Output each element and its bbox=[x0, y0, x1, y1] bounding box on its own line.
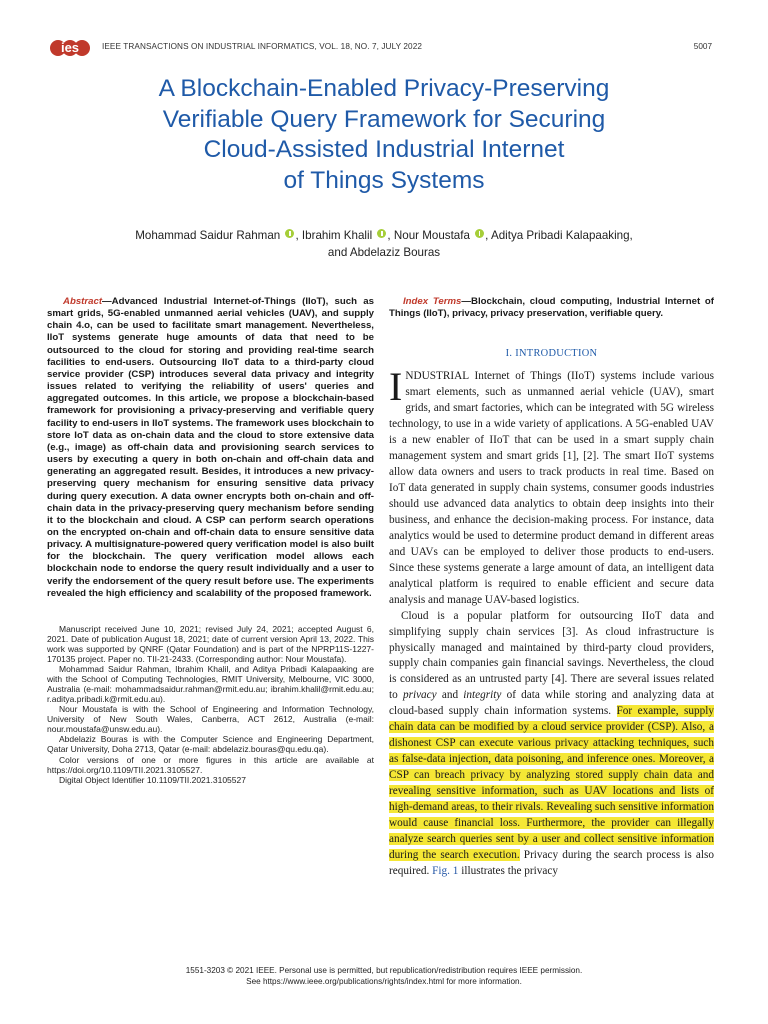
footnote: Abdelaziz Bouras is with the Computer Science and Engineering Department, Qatar University, Doha 2713, Qatar (e-mail: abdelaziz.bouras@qu.edu.qa). bbox=[47, 734, 374, 755]
footnote: Manuscript received June 10, 2021; revised July 24, 2021; accepted August 6, 2021. Date of publication August 18, 2021; date of current version April 13, 2022. This work was supported by QNRF (Qatar Foundation) and is part of the NPRP11S-1227-170135 project. Paper no. TII-21-2433. (Corresponding author: Nour Moustafa). bbox=[47, 623, 374, 665]
left-column bbox=[47, 296, 374, 785]
page-number: 5007 bbox=[693, 42, 712, 51]
running-header bbox=[48, 38, 712, 56]
footnote: Mohammad Saidur Rahman, Ibrahim Khalil, and Aditya Pribadi Kalapaaking are with the School of Computing Technologies, RMIT University, Melbourne, VIC 3000, Australia (e-mail: mohammadsaidur.rahman@rmit.edu.au; ibrahim.khalil@rmit.edu.au; r.aditya.pribadi.k@rmit.edu.au). bbox=[47, 664, 374, 705]
author-name: Ibrahim Khalil bbox=[301, 229, 373, 242]
author-list bbox=[60, 228, 708, 261]
section-heading: I. INTRODUCTION bbox=[505, 348, 598, 360]
author-name: and Abdelaziz Bouras bbox=[327, 245, 441, 259]
index-terms-label: Index Terms bbox=[403, 296, 462, 307]
abstract-label: Abstract bbox=[63, 296, 103, 307]
highlighted-text: For example, supply chain data can be modified by a cloud service provider (CSP). Also, a dishonest CSP can execute various privacy attacking techniques, such as false-data injection, data poisoning, and inference ones. Moreover, a CSP can breach privacy by analyzing stored supply chain data and revealing sensitive information, such as UAV locations and lists of high-demand areas, to their rivals. Revealing such sensitive information would cause financial loss. Furthermore, the provider can illegally analyze search queries sent by a user and collect sensitive information during the search execution. bbox=[389, 705, 714, 861]
author-name: Aditya Pribadi Kalapaaking, bbox=[490, 229, 633, 242]
footnote: Digital Object Identifier 10.1109/TII.2021.3105527 bbox=[59, 774, 246, 785]
abstract-text: —Advanced Industrial Internet-of-Things (IIoT), such as smart grids, 5G-enabled unmanned aerial vehicles (UAV), and supply chain 4.o, can be used to facilitate smart management. Nevertheless, IIoT systems generate huge amounts of data that need to be outsourced to the cloud for storing and providing real-time search facilities to end-users. Outsourcing IIoT data to a third-party cloud service provider (CSP) introduces several data privacy and integrity issues related to verifying the reliability of users' queries and aggregated outcomes. In this article, we propose a blockchain-based framework for provisioning a privacy-preserving and verifiable query facility to end-users in IIoT systems. The framework uses blockchain to store IoT data as on-chain data and the cloud to store extensive data (e.g., image) as off-chain data and provisioning search services to users by executing a query in both on-chain and off-chain data and generating an aggregated result. Besides, it introduces a new privacy-preserving query mechanism for ensuring sensitive data privacy during query execution. A data owner encrypts both on-chain and off-chain data in the privacy-preserving query mechanism before sending it to the blockchain and cloud. A CSP can perform search operations on the encrypted on-chain and off-chain data to ensure sensitive data privacy. A multisignature-powered query verification model is also built for the blockchain. The query verification model allows each blockchain node to endorse the query result individually and a user to verify the endorsement of the query result before use. The experiments revealed the high efficiency and scalability of the proposed framework. bbox=[47, 296, 374, 599]
introduction-body bbox=[389, 364, 714, 880]
paragraph: INDUSTRIAL Internet of Things (IIoT) systems include various smart elements, such as unmanned aerial vehicle (UAV), smart grids, and smart factories, which can be integrated with 5G wireless technology, to use in a wide variety of applications. A 5G-enabled UAV is a new enabler of IIoT that can be used in a smart supply chain management system and smart grids [1], [2]. The smart IIoT systems allow data owners and users to track products in real time. Based on IoT data generated in supply chain systems, consumer goods industries should use advanced data analytics to obtain deep insights into their business, and enhance the decision-making process. For instance, data analytics would be used to determine product demand in different areas and UAVs can be employed to deliver those products to end-users. Since these systems generate a large amount of data, an intelligent data analytical platform is required to enable efficient and secure data analysis and manage UAV-based logistics. bbox=[389, 364, 714, 606]
author-name: Nour Moustafa bbox=[393, 229, 470, 242]
right-column bbox=[389, 296, 714, 880]
rights-link-line: See https://www.ieee.org/publications/rights/index.html for more information. bbox=[246, 976, 522, 986]
title-line: A Blockchain-Enabled Privacy-Preserving bbox=[158, 75, 610, 102]
index-terms-text: —Blockchain, cloud computing, Industrial Internet of Things (IIoT), privacy, privacy preservation, verifiable query. bbox=[389, 296, 714, 320]
journal-name: IEEE TRANSACTIONS ON INDUSTRIAL INFORMATICS, VOL. 18, NO. 7, JULY 2022 bbox=[102, 42, 423, 51]
orcid-icon[interactable] bbox=[285, 229, 294, 238]
title-line: of Things Systems bbox=[283, 166, 485, 194]
copyright-line: 1551-3203 © 2021 IEEE. Personal use is permitted, but republication/redistribution requires IEEE permission. bbox=[185, 966, 583, 975]
orcid-icon[interactable] bbox=[377, 229, 386, 238]
copyright-footer bbox=[0, 966, 768, 987]
paper-title bbox=[60, 74, 708, 196]
footnote: Nour Moustafa is with the School of Engineering and Information Technology, University of New South Wales, Canberra, ACT 2612, Australia (e-mail: nour.moustafa@unsw.edu.au). bbox=[47, 704, 374, 735]
footnote: Color versions of one or more figures in this article are available at https://doi.org/10.1109/TII.2021.3105527. bbox=[47, 754, 374, 775]
title-line: Verifiable Query Framework for Securing bbox=[162, 105, 606, 133]
author-name: Mohammad Saidur Rahman bbox=[135, 229, 281, 242]
logo-text: ies bbox=[60, 40, 80, 55]
author-line: Mohammad Saidur Rahman , Ibrahim Khalil , Nour Moustafa , Aditya Pribadi Kalapaaking, bbox=[135, 229, 633, 242]
drop-cap: I bbox=[389, 364, 403, 410]
figure-link[interactable]: Fig. 1 bbox=[432, 864, 459, 877]
abstract bbox=[47, 296, 374, 600]
ies-logo-icon bbox=[48, 38, 92, 58]
title-line: Cloud-Assisted Industrial Internet bbox=[203, 136, 565, 163]
paragraph: Cloud is a popular platform for outsourcing IIoT data and simplifying supply chain services [3]. As cloud infrastructure is physically managed and maintained by third-party cloud providers, supply chain companies gain financial savings. Nevertheless, the cloud is considered as an untrusted party [4]. There are several issues related to privacy and integrity of data while storing and analyzing data at cloud-based supply chain information systems. For example, supply chain data can be modified by a cloud service provider (CSP). Also, a dishonest CSP can execute various privacy attacking techniques, such as false-data injection, data poisoning, and inference ones. Moreover, a CSP can breach privacy by analyzing stored supply chain data and revealing sensitive information, such as UAV locations and lists of high-demand areas, to their rivals. Revealing such sensitive information would cause financial loss. Furthermore, the provider can illegally analyze search queries sent by a user and collect sensitive information during the search execution. Privacy during the search process is also required. Fig. 1 illustrates the privacy bbox=[389, 609, 714, 877]
orcid-icon[interactable] bbox=[475, 229, 484, 238]
index-terms bbox=[389, 296, 714, 320]
footnotes bbox=[47, 624, 374, 785]
